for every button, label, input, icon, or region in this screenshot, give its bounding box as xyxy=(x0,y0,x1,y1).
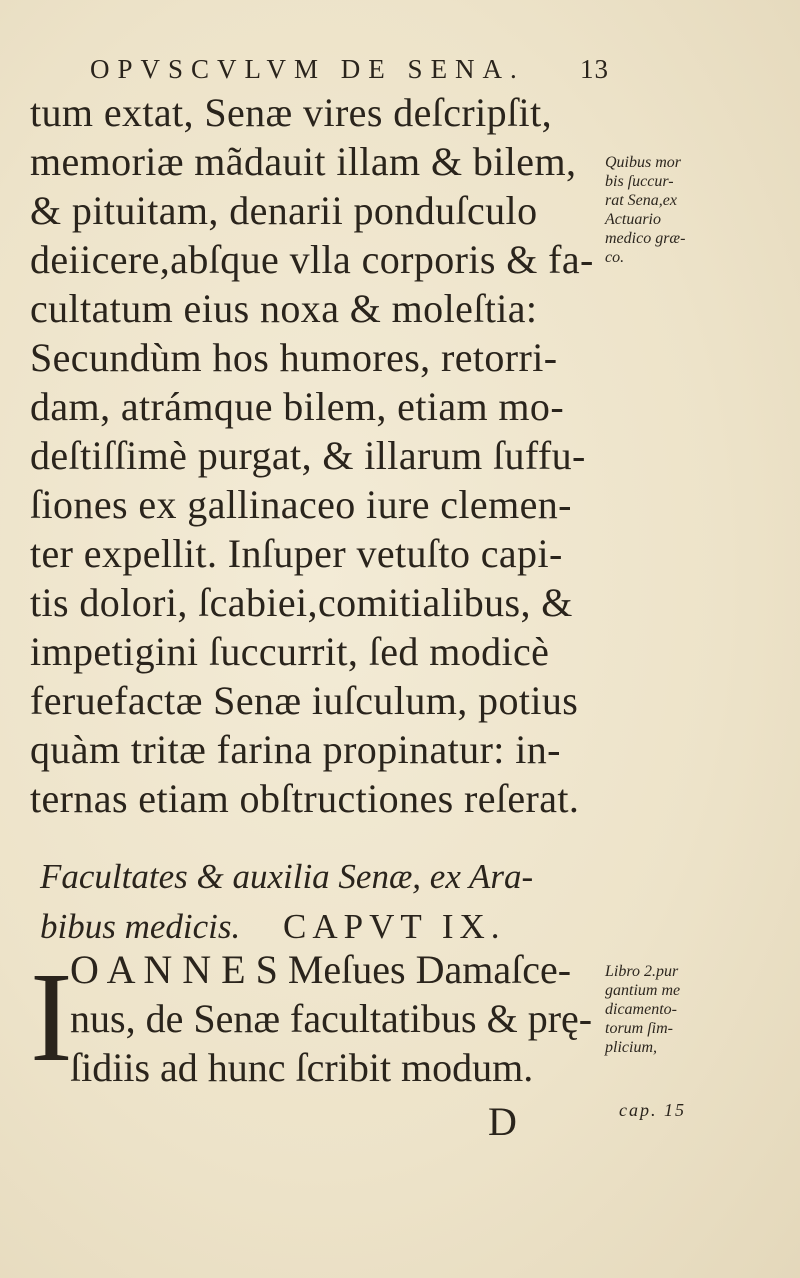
text-line: deiicere,abſque vlla corporis & fa- xyxy=(30,237,594,282)
margin-note-line: Libro 2.pur xyxy=(605,963,679,980)
text-line: cultatum eius noxa & moleſtia: xyxy=(30,286,538,331)
chapter-heading-line: Facultates & auxilia Senæ, ex Ara- xyxy=(40,857,534,896)
text-line: dam, atrámque bilem, etiam mo- xyxy=(30,384,565,429)
text-line: nus, de Senæ facultatibus & prę- xyxy=(70,996,593,1041)
margin-note-line: medico græ- xyxy=(605,230,686,247)
catchword: cap. 15 xyxy=(619,1100,686,1120)
text-line: quàm tritæ farina propinatur: in- xyxy=(30,727,561,772)
chapter-heading-line: bibus medicis. xyxy=(40,907,241,946)
text-line: ſidiis ad hunc ſcribit modum. xyxy=(70,1045,534,1090)
margin-note xyxy=(605,153,795,267)
signature-mark: D xyxy=(488,1099,517,1144)
text-line: ternas etiam obſtructiones reſerat. xyxy=(30,776,580,821)
text-line: & pituitam, denarii ponduſculo xyxy=(30,188,538,233)
margin-note-line: rat Sena,ex xyxy=(605,192,677,209)
text-line: tis dolori, ſcabiei,comitialibus, & xyxy=(30,580,573,625)
margin-note-line: plicium, xyxy=(605,1039,657,1056)
page-number: 13 xyxy=(580,54,609,84)
body-paragraph xyxy=(30,88,610,823)
drop-initial: I xyxy=(30,946,73,1088)
text-line: Secundùm hos humores, retorri- xyxy=(30,335,558,380)
text-line: ter expellit. Inſuper vetuſto capi- xyxy=(30,531,563,576)
text-line: tum extat, Senæ vires deſcripſit, xyxy=(30,90,552,135)
margin-note-line: Actuario xyxy=(605,211,661,228)
text-line: O A N N E S Meſues Damaſce- xyxy=(70,947,572,992)
chapter-heading xyxy=(40,852,600,952)
margin-note-line: torum ſim- xyxy=(605,1020,673,1037)
text-line: impetigini ſuccurrit, ſed modicè xyxy=(30,629,550,674)
margin-note-line: gantium me xyxy=(605,982,681,999)
text-line: memoriæ mãdauit illam & bilem, xyxy=(30,139,577,184)
margin-note-line: dicamento- xyxy=(605,1001,677,1018)
margin-note-line: co. xyxy=(605,249,625,266)
running-title: OPVSCVLVM DE SENA. xyxy=(90,54,525,84)
text-line: deſtiſſimè purgat, & illarum ſuffu- xyxy=(30,433,586,478)
margin-note-line: bis ſuccur- xyxy=(605,173,674,190)
text-line: feruefactæ Senæ iuſculum, potius xyxy=(30,678,579,723)
chapter-number: CAPVT IX. xyxy=(283,907,506,946)
margin-note xyxy=(605,962,795,1057)
chapter-paragraph xyxy=(30,945,610,1092)
margin-note-line: Quibus mor xyxy=(605,154,682,171)
text-line: ſiones ex gallinaceo iure clemen- xyxy=(30,482,572,527)
running-head xyxy=(90,48,610,92)
